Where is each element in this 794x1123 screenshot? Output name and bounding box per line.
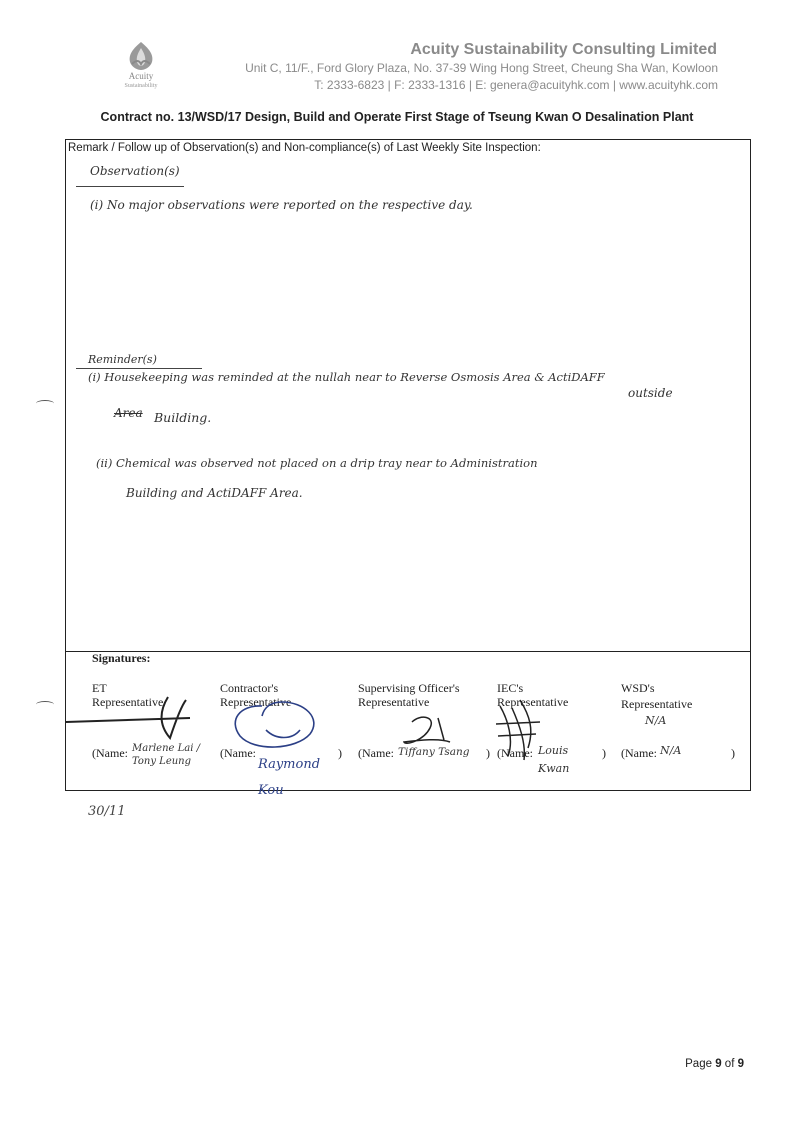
so-name-close: ) (486, 746, 490, 760)
page-current: 9 (715, 1058, 722, 1070)
so-label-1: Supervising Officer's (358, 681, 460, 695)
iec-label-2: Representative (497, 695, 569, 709)
company-name: Acuity Sustainability Consulting Limited (410, 41, 717, 58)
iec-name-value: Louis Kwan (538, 744, 570, 775)
et-label-1: ET (92, 681, 107, 695)
wsd-name-label: (Name: (621, 746, 657, 760)
contractor-name-value: Raymond Kou (258, 757, 321, 798)
wsd-label-2: Representative (621, 697, 693, 711)
company-contact: T: 2333-6823 | F: 2333-1316 | E: genera@acuityhk.com | www.acuityhk.com (314, 78, 718, 92)
page-total: 9 (737, 1058, 744, 1070)
reminder-1-insert: outside (628, 386, 673, 400)
et-name-value: Marlene Lai / Tony Leung (132, 743, 200, 767)
reminder-1-line-1: (i) Housekeeping was reminded at the nullah near to Reverse Osmosis Area & ActiDAFF (88, 370, 605, 384)
wsd-label-1: WSD's (621, 681, 655, 695)
scan-mark-1 (36, 400, 54, 407)
wsd-name-close: ) (731, 746, 735, 760)
company-address: Unit C, 11/F., Ford Glory Plaza, No. 37-39 Wing Hong Street, Cheung Sha Wan, Kowloon (245, 61, 718, 75)
reminder-2-line-1: (ii) Chemical was observed not placed on a drip tray near to Administration (96, 456, 538, 470)
so-label-2: Representative (358, 695, 430, 709)
wsd-signature-value: N/A (645, 714, 667, 727)
et-name-label: (Name: (92, 746, 128, 760)
scan-mark-2 (36, 701, 54, 708)
page-label: Page (685, 1058, 712, 1070)
iec-name-label: (Name: (497, 746, 533, 760)
reminder-2-line-2: Building and ActiDAFF Area. (126, 486, 303, 500)
page-number (685, 1058, 744, 1070)
logo-text: Acuity (128, 71, 154, 81)
contractor-label-2: Representative (220, 695, 292, 709)
date-mark: 30/11 (88, 804, 126, 819)
observation-1: (i) No major observations were reported on the respective day. (90, 198, 473, 212)
observations-label: Observation(s) (90, 164, 180, 178)
contractor-name-label: (Name: (220, 746, 256, 760)
logo-subtext: Sustainability (124, 83, 158, 89)
so-name-label: (Name: (358, 746, 394, 760)
so-name-value: Tiffany Tsang (398, 746, 470, 758)
contractor-label-1: Contractor's (220, 681, 279, 695)
reminder-1-line-2: Building. (154, 410, 212, 425)
reminders-label: Reminder(s) (88, 353, 157, 366)
page-of-label: of (724, 1058, 735, 1070)
wsd-name-value: N/A (660, 744, 682, 757)
contractor-name-close: ) (338, 746, 342, 760)
iec-name-close: ) (602, 746, 606, 760)
iec-label-1: IEC's (497, 681, 524, 695)
signatures-title: Signatures: (92, 651, 151, 665)
contract-title: Contract no. 13/WSD/17 Design, Build and Operate First Stage of Tseung Kwan O Desalination Plant (100, 110, 694, 124)
reminder-1-struck-word: Area (114, 406, 143, 420)
et-label-2: Representative (92, 695, 164, 709)
remark-heading: Remark / Follow up of Observation(s) and Non-compliance(s) of Last Weekly Site Inspection: (68, 142, 541, 154)
